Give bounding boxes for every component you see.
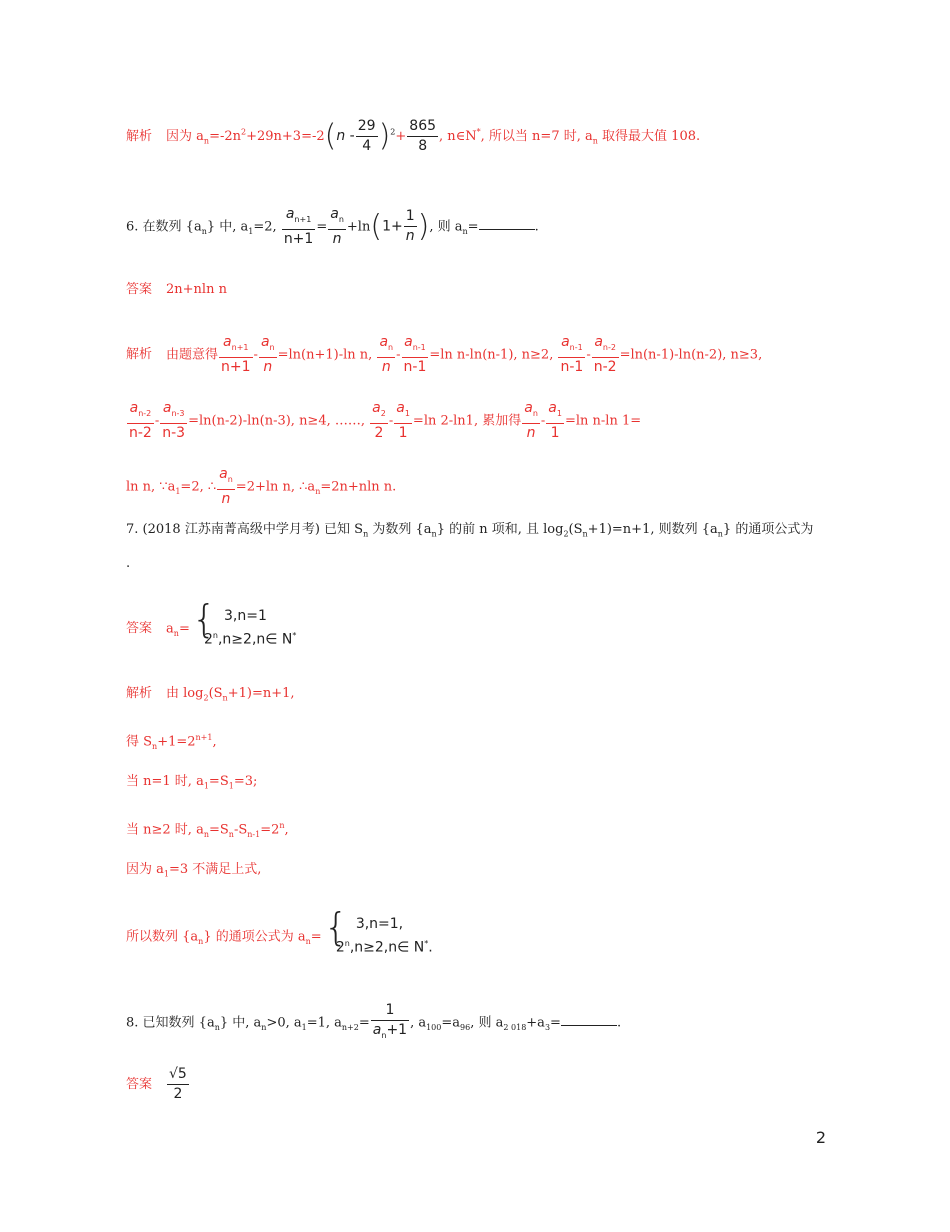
- sub: n: [305, 936, 311, 946]
- sub: n: [381, 1030, 387, 1040]
- text: =: [550, 1015, 561, 1031]
- sub: n: [462, 227, 468, 236]
- fraction: [328, 206, 346, 248]
- sub: 1: [163, 869, 169, 879]
- solution-label: 解析: [126, 129, 153, 144]
- text: ,n≥2,n∈ N: [349, 939, 425, 956]
- text: } 中, a: [219, 1015, 262, 1031]
- text: 6. 在数列 {a: [126, 219, 202, 235]
- fraction: [402, 334, 429, 376]
- solution-7-line3: [126, 774, 830, 795]
- text: =-2n: [209, 129, 241, 144]
- text: (S: [568, 522, 583, 537]
- numerator: [219, 334, 253, 358]
- fraction: [377, 334, 395, 376]
- text: a: [548, 400, 557, 416]
- fraction: [394, 400, 412, 442]
- denominator: [377, 358, 395, 376]
- numerator: [546, 400, 564, 424]
- sub: n-2: [138, 408, 152, 418]
- solution-7-line5: [126, 862, 830, 883]
- text: a: [396, 400, 405, 416]
- solution-6-row1: [126, 334, 830, 376]
- fraction: [259, 334, 277, 376]
- answer-label: 答案: [126, 621, 153, 637]
- fraction: [522, 400, 540, 442]
- piecewise-row: [336, 934, 433, 958]
- sub: 1: [404, 408, 410, 418]
- sup: *: [476, 127, 481, 137]
- sub: 1: [203, 781, 209, 791]
- sub: n: [717, 529, 723, 539]
- question-8: [126, 1002, 830, 1044]
- fraction: [592, 334, 619, 376]
- text: a: [379, 334, 389, 350]
- text: =S: [208, 822, 229, 838]
- sub: n+1: [231, 342, 249, 352]
- denominator: n-1: [560, 358, 584, 375]
- denominator: [522, 424, 540, 442]
- text: =a: [441, 1015, 461, 1031]
- sub: n: [198, 936, 204, 946]
- text: 当 n≥2 时, a: [126, 822, 204, 838]
- text: =ln(n-2)-ln(n-3), n≥4, ……,: [188, 413, 365, 429]
- text: =ln(n+1)-ln n,: [277, 347, 373, 363]
- sub: n: [214, 1023, 220, 1032]
- denominator: n-2: [593, 358, 617, 375]
- numerator: [217, 466, 235, 490]
- text: n: [263, 358, 273, 375]
- text: .: [616, 1015, 622, 1031]
- question-6: [126, 206, 830, 248]
- text: =2: [260, 822, 280, 838]
- text: -: [154, 413, 160, 429]
- sub: n+1: [294, 214, 312, 224]
- text: =S: [208, 774, 229, 789]
- answer-7: [126, 608, 830, 650]
- text: +1)=n+1,: [227, 686, 295, 701]
- text: -: [586, 347, 591, 363]
- sup: n+1: [195, 733, 213, 742]
- fraction: [370, 400, 388, 442]
- text: ,: [284, 822, 289, 838]
- answer-8: [126, 1066, 830, 1103]
- text: =ln n-ln 1=: [564, 413, 642, 429]
- text: =: [310, 929, 322, 945]
- text: +ln: [346, 219, 371, 235]
- text: =2n+nln n.: [320, 479, 397, 495]
- fraction: [356, 118, 378, 155]
- sub: n: [363, 529, 369, 539]
- fraction: [217, 466, 235, 508]
- text: 2: [335, 939, 345, 956]
- sub: n: [592, 136, 598, 146]
- text: +29n+3=-2: [246, 129, 325, 144]
- numerator: 29: [356, 118, 378, 137]
- text: n: [526, 424, 536, 441]
- numerator: [558, 334, 585, 358]
- sub: 1: [228, 781, 234, 791]
- sub: n+2: [341, 1023, 359, 1032]
- right-paren: ): [378, 118, 391, 154]
- sub: 1: [175, 487, 181, 496]
- denominator: 1: [550, 424, 560, 441]
- text: +1)=n+1, 则数列 {a: [587, 522, 718, 537]
- denominator: 4: [362, 138, 372, 154]
- sub: 2 018: [503, 1023, 527, 1032]
- sup: 2: [241, 127, 247, 137]
- denominator: [217, 490, 235, 508]
- sub: n: [173, 628, 179, 638]
- text: ln n, ∵a: [126, 479, 176, 495]
- text: (S: [208, 686, 223, 701]
- sub: 3: [544, 1023, 551, 1032]
- text: =ln 2-ln1, 累加得: [412, 413, 522, 429]
- text: a: [285, 206, 295, 222]
- sub: 1: [248, 227, 254, 236]
- sub: 2: [380, 408, 386, 418]
- text: 2: [203, 631, 213, 648]
- sup: *: [424, 939, 429, 948]
- text: n: [332, 230, 342, 247]
- numerator: [370, 400, 388, 424]
- denominator: 2: [173, 1086, 183, 1102]
- numerator: [160, 400, 187, 424]
- sub: n: [227, 474, 233, 484]
- solution-label: 解析: [126, 686, 153, 701]
- text: a: [561, 334, 570, 350]
- text: } 的通项公式为 a: [203, 929, 306, 945]
- text: , 则 a: [429, 219, 463, 235]
- var-n: n: [336, 128, 346, 144]
- denominator: n-1: [403, 358, 427, 375]
- denominator: [371, 1021, 409, 1044]
- piecewise-row: { 3,n=1: [223, 608, 267, 624]
- question-7-blank-line: [126, 556, 830, 572]
- numerator: [402, 334, 429, 358]
- answer-value: 2n+nln n: [166, 282, 227, 297]
- numerator: [259, 334, 277, 358]
- denominator: 2: [374, 424, 384, 441]
- sup: *: [292, 631, 297, 640]
- text: 取得最大值 108.: [597, 129, 701, 144]
- text: a: [372, 1022, 382, 1038]
- denominator: n-3: [162, 424, 186, 441]
- sub: n-2: [602, 342, 616, 352]
- text: a: [223, 334, 232, 350]
- sub: n: [582, 529, 588, 539]
- text: =: [178, 621, 190, 637]
- numerator: 865: [407, 118, 438, 137]
- left-paren: (: [370, 208, 383, 244]
- numerator: [282, 206, 316, 230]
- fraction: [407, 118, 438, 155]
- fraction: [160, 400, 187, 442]
- text: +: [395, 129, 407, 144]
- text: =1, a: [306, 1015, 342, 1031]
- sub: n: [431, 529, 437, 539]
- text: 为数列 {a: [368, 522, 432, 537]
- numerator: [592, 334, 619, 358]
- sub: n-3: [171, 408, 185, 418]
- text: 当 n=1 时, a: [126, 774, 204, 789]
- text: 由题意得: [166, 347, 219, 363]
- text: 由 log: [166, 686, 204, 701]
- text: n: [221, 490, 231, 507]
- text: .: [428, 939, 433, 956]
- numerator: [394, 400, 412, 424]
- text: =2, ∴: [180, 479, 217, 495]
- sub: n: [315, 487, 321, 496]
- denominator: [328, 230, 346, 248]
- sub: n: [388, 342, 394, 352]
- text: n: [381, 358, 391, 375]
- answer-6: [126, 282, 830, 298]
- text: a: [372, 400, 381, 416]
- text: =3 不满足上式,: [168, 862, 262, 877]
- numerator: √5: [167, 1066, 189, 1085]
- text: a: [162, 400, 172, 416]
- square: 2: [390, 127, 396, 137]
- text: a: [166, 621, 174, 637]
- left-paren: (: [324, 118, 337, 154]
- sub: n: [228, 829, 234, 839]
- text: n: [405, 228, 415, 245]
- sub: n: [269, 342, 275, 352]
- piecewise-row: [204, 626, 296, 650]
- text: .: [126, 556, 131, 571]
- answer-blank: [561, 1015, 617, 1026]
- sub: n: [203, 136, 210, 146]
- text: +a: [526, 1015, 545, 1031]
- text: ,: [212, 734, 217, 750]
- solution-7-line2: [126, 730, 830, 755]
- sub: 2: [563, 529, 569, 539]
- sub: n: [152, 741, 158, 751]
- denominator: [404, 227, 417, 245]
- numerator: [377, 334, 395, 358]
- fraction: [127, 400, 154, 442]
- text: a: [129, 400, 139, 416]
- text: a: [404, 334, 413, 350]
- numerator: [328, 206, 346, 230]
- sup: n: [212, 631, 218, 640]
- solution-7-line1: [126, 686, 830, 707]
- sub: n: [222, 693, 228, 703]
- sub: n: [261, 1023, 267, 1032]
- denominator: [259, 358, 277, 376]
- text: 所以数列 {a: [126, 929, 199, 945]
- text: } 的通项公式为: [722, 522, 814, 537]
- solution-6-row3: [126, 466, 830, 508]
- numerator: 1: [404, 208, 417, 227]
- text: } 中, a: [206, 219, 249, 235]
- piecewise-brace: [326, 914, 433, 958]
- fraction: [546, 400, 564, 442]
- sup: n: [344, 939, 350, 948]
- text: =: [467, 219, 479, 235]
- denominator: n+1: [221, 358, 251, 375]
- sup: n: [279, 821, 285, 830]
- text: =2+ln n, ∴a: [235, 479, 316, 495]
- sub: 100: [426, 1023, 442, 1032]
- text: .: [534, 219, 539, 235]
- fraction: [282, 206, 316, 248]
- text: 7. (2018 江苏南菁高级中学月考) 已知 S: [126, 522, 364, 537]
- answer-label: 答案: [126, 282, 153, 297]
- text: =: [358, 1015, 370, 1031]
- text: 8. 已知数列 {a: [126, 1015, 215, 1031]
- text: ,n≥2,n∈ N: [217, 631, 293, 648]
- denominator: 1: [398, 424, 408, 441]
- numerator: [127, 400, 154, 424]
- text: -: [540, 413, 546, 429]
- sub: 96: [460, 1023, 471, 1032]
- solution-7-line4: [126, 818, 830, 843]
- text: , 则 a: [470, 1015, 504, 1031]
- numerator: [522, 400, 540, 424]
- right-paren: ): [417, 208, 430, 244]
- sub: n: [203, 829, 209, 839]
- text: =3;: [233, 774, 258, 789]
- text: =: [316, 219, 328, 235]
- text: >0, a: [266, 1015, 302, 1031]
- numerator: 1: [371, 1002, 409, 1021]
- text: =2,: [253, 219, 277, 235]
- solution-7-line6: [126, 916, 830, 958]
- text: =ln n-ln(n-1), n≥2,: [429, 347, 554, 363]
- text: a: [330, 206, 339, 222]
- sub: 2: [203, 693, 209, 703]
- text: 得 S: [126, 734, 153, 750]
- solution-6-row2: [126, 400, 830, 442]
- sub: n-1: [412, 342, 426, 352]
- fraction: [167, 1066, 189, 1103]
- minus: -: [345, 128, 355, 144]
- text: -S: [233, 822, 248, 838]
- sub: 1: [301, 1023, 307, 1032]
- sub: n: [532, 408, 538, 418]
- sub: n: [338, 214, 344, 224]
- sub: n-1: [569, 342, 583, 352]
- fraction: [371, 1002, 409, 1044]
- piecewise-row: { 3,n=1,: [355, 916, 404, 932]
- denominator: 8: [418, 138, 428, 154]
- piecewise-brace: [194, 606, 296, 650]
- text: a: [260, 334, 270, 350]
- solution-prev: [126, 118, 830, 155]
- fraction: [404, 208, 417, 245]
- text: -: [253, 347, 258, 363]
- text: , a: [410, 1015, 427, 1031]
- text: -: [388, 413, 394, 429]
- answer-label: 答案: [126, 1077, 153, 1092]
- fraction: [558, 334, 585, 376]
- denominator: n+1: [283, 230, 314, 247]
- text: , n∈N: [439, 129, 477, 144]
- sub: n-1: [247, 829, 261, 839]
- page-number: 2: [815, 1128, 826, 1147]
- text: } 的前 n 项和, 且 log: [436, 522, 564, 537]
- denominator: n-2: [129, 424, 152, 441]
- text: , 所以当 n=7 时, a: [480, 129, 593, 144]
- text: =ln(n-1)-ln(n-2), n≥3,: [619, 347, 763, 363]
- fraction: [219, 334, 253, 376]
- text: a: [524, 400, 533, 416]
- question-7: [126, 522, 830, 543]
- text: 因为 a: [126, 862, 164, 877]
- text: +1=2: [157, 734, 196, 750]
- sub: n: [201, 227, 207, 236]
- text: 1+: [382, 218, 403, 235]
- text: a: [594, 334, 603, 350]
- text: +1: [386, 1022, 408, 1038]
- sub: 1: [556, 408, 562, 418]
- text: -: [396, 347, 401, 363]
- solution-label: 解析: [126, 347, 153, 363]
- text: a: [219, 466, 228, 482]
- answer-blank: [479, 219, 535, 230]
- text: 因为 a: [166, 129, 204, 144]
